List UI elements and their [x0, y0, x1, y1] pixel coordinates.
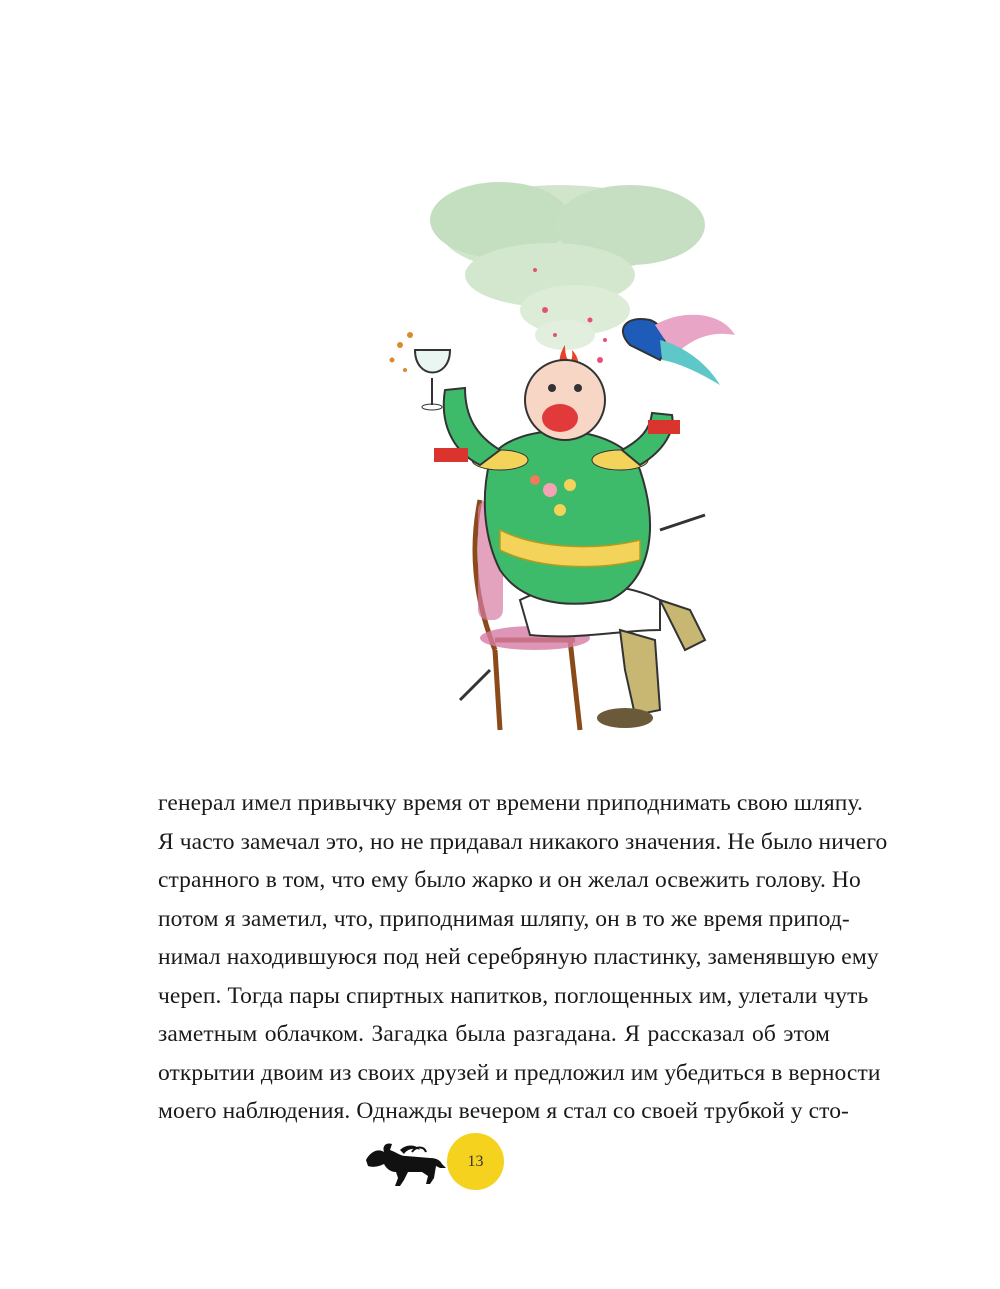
body-text [158, 784, 888, 1131]
page-number-badge [447, 1133, 504, 1190]
text-line: потом я заметил, что, приподнимая шляпу, он в то же время припод- [158, 905, 850, 932]
horse-logo-icon [360, 1138, 450, 1188]
text-line: моего наблюдения. Однажды вечером я стал со своей трубкой у сто- [158, 1098, 849, 1124]
text-line: череп. Тогда пары спиртных напитков, поглощенных им, улетали чуть [158, 982, 869, 1009]
text-line: открытии двоим из своих друзей и предложил им убедиться в верности [158, 1059, 881, 1086]
page-number: 13 [467, 1152, 484, 1170]
text-line: нимал находившуюся под ней серебряную пластинку, заменявшую ему [158, 944, 879, 970]
general-illustration [360, 170, 760, 750]
text-line: Я часто замечал это, но не придавал никакого значения. Не было ничего [158, 828, 888, 855]
text-line: странного в том, что ему было жарко и он желал освежить голову. Но [158, 867, 861, 893]
text-line: генерал имел привычку время от времени приподнимать свою шляпу. [158, 790, 863, 816]
page-footer [360, 1132, 510, 1202]
text-line: заметным облачком. Загадка была разгадана. Я рассказал об этом [158, 1021, 830, 1047]
